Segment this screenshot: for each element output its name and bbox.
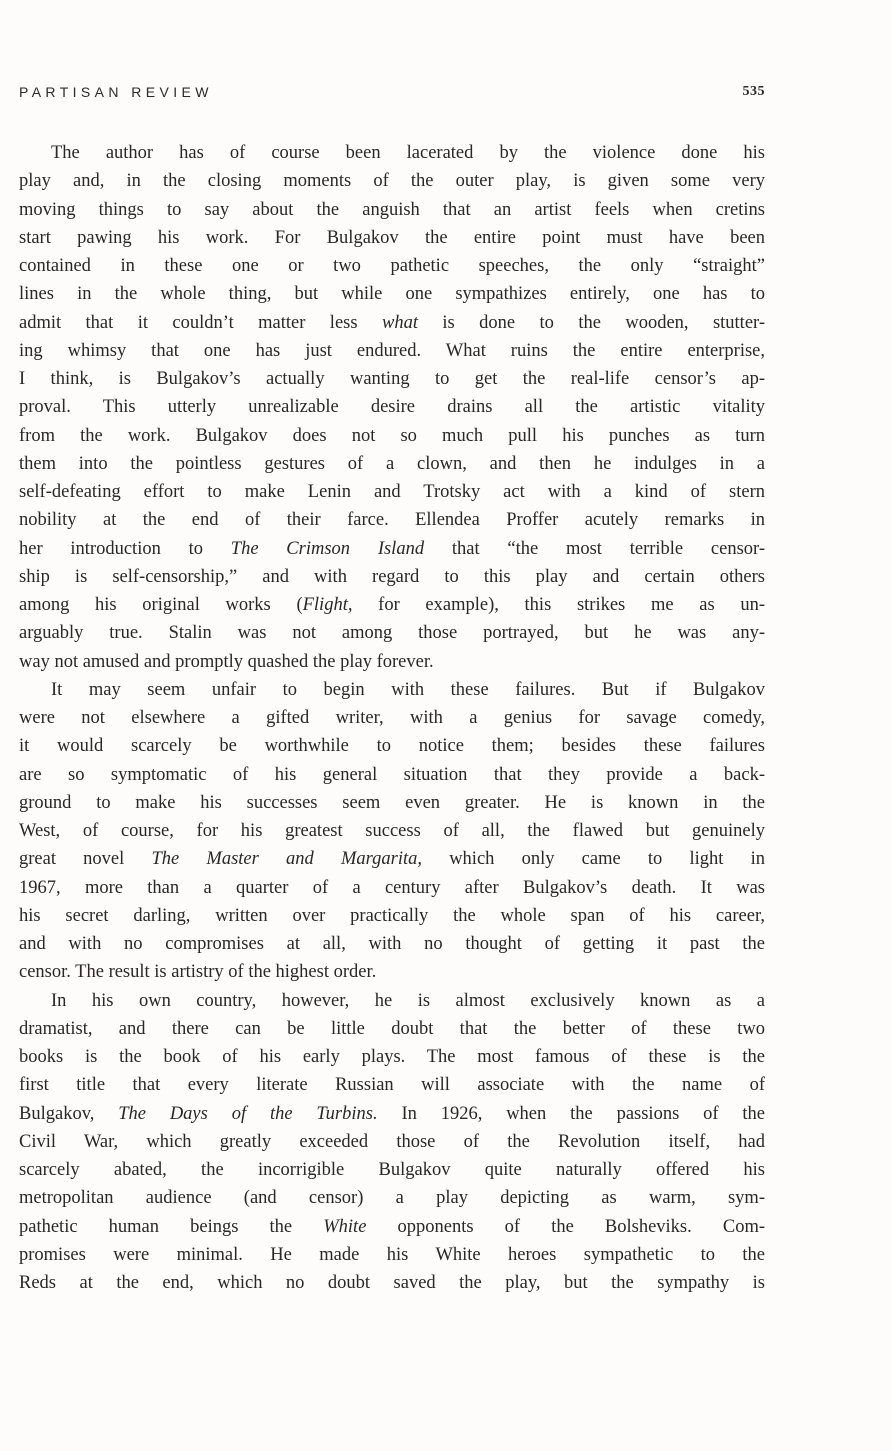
text-segment: for example), this strikes me as un-	[352, 595, 765, 615]
text-segment: were not elsewhere a gifted writer, with a genius for savage comedy,	[19, 708, 765, 728]
text-segment: that “the most terrible censor-	[424, 538, 765, 559]
text-line	[19, 845, 765, 873]
text-segment: start pawing his work. For Bulgakov the entire point must have been	[19, 227, 765, 248]
text-line	[19, 139, 765, 167]
text-segment: them into the pointless gestures of a clown, and then he indulges in a	[19, 453, 765, 474]
text-line	[19, 1213, 765, 1241]
text-line	[19, 252, 765, 280]
text-line	[19, 535, 765, 563]
text-line	[19, 704, 765, 732]
text-segment: ground to make his successes seem even greater. He is known in the	[19, 792, 765, 813]
text-segment: The author has of course been lacerated by the violence done his	[51, 143, 765, 163]
text-line	[19, 506, 765, 534]
text-line	[19, 1100, 765, 1128]
text-line	[19, 761, 765, 789]
text-segment: dramatist, and there can be little doubt that the better of these two	[19, 1018, 765, 1039]
text-segment: scarcely abated, the incorrigible Bulgakov quite naturally offered his	[19, 1160, 765, 1180]
text-segment: self-defeating effort to make Lenin and Trotsky act with a kind of stern	[19, 482, 765, 502]
text-segment: Bulgakov,	[19, 1103, 119, 1124]
text-line	[19, 1043, 765, 1071]
text-line	[19, 874, 765, 902]
text-segment: I think, is Bulgakov’s actually wanting to get the real-life censor’s ap-	[19, 369, 765, 389]
text-line	[19, 619, 765, 647]
text-line	[19, 280, 765, 308]
text-segment: it would scarcely be worthwhile to notice them; besides these failures	[19, 736, 765, 757]
text-segment: nobility at the end of their farce. Ellendea Proffer acutely remarks in	[19, 510, 765, 531]
text-segment: opponents of the Bolsheviks. Com-	[366, 1216, 766, 1237]
italic-title-text: The Crimson Island	[230, 538, 425, 559]
text-line	[19, 732, 765, 760]
text-segment: pathetic human beings the	[19, 1216, 324, 1237]
text-line	[19, 648, 765, 676]
text-line	[19, 337, 765, 365]
text-line	[19, 987, 765, 1015]
text-line	[19, 1128, 765, 1156]
italic-title-text: White	[323, 1216, 367, 1237]
text-line	[19, 1269, 765, 1297]
text-line	[19, 1241, 765, 1269]
text-line	[19, 393, 765, 421]
italic-title-text: The Days of the Turbins.	[118, 1103, 378, 1124]
text-segment: It may seem unfair to begin with these failures. But if Bulgakov	[51, 679, 765, 700]
italic-title-text: The Master and Margarita,	[151, 849, 422, 870]
body-text	[19, 139, 765, 1297]
text-line	[19, 789, 765, 817]
text-segment: promises were minimal. He made his White heroes sympathetic to the	[19, 1244, 765, 1265]
text-line	[19, 478, 765, 506]
text-segment: West, of course, for his greatest success of all, the flawed but genuinely	[19, 821, 765, 841]
text-segment: moving things to say about the anguish that an artist feels when cretins	[19, 199, 765, 220]
page-number: 535	[742, 84, 765, 99]
text-segment: his secret darling, written over practically the whole span of his career,	[19, 905, 765, 926]
text-segment: and with no compromises at all, with no thought of getting it past the	[19, 934, 765, 954]
text-segment: among his original works (	[19, 595, 303, 615]
text-segment: 1967, more than a quarter of a century after Bulgakov’s death. It was	[19, 877, 765, 898]
text-line	[19, 676, 765, 704]
text-line	[19, 167, 765, 195]
text-segment: admit that it couldn’t matter less	[19, 312, 382, 333]
text-line	[19, 958, 765, 986]
text-segment: is done to the wooden, stutter-	[417, 312, 765, 333]
italic-title-text: what	[381, 312, 418, 333]
text-line	[19, 196, 765, 224]
text-segment: ing whimsy that one has just endured. What ruins the entire enterprise,	[19, 340, 765, 361]
text-segment: first title that every literate Russian will associate with the name of	[19, 1075, 765, 1096]
text-line	[19, 902, 765, 930]
text-segment: which only came to light in	[422, 849, 765, 870]
text-segment: censor. The result is artistry of the highest order.	[19, 962, 377, 983]
text-segment: Civil War, which greatly exceeded those of the Revolution itself, had	[19, 1131, 765, 1152]
text-segment: ship is self-censorship,” and with regard to this play and certain others	[19, 566, 765, 587]
text-segment: arguably true. Stalin was not among those portrayed, but he was any-	[19, 623, 765, 644]
text-segment: lines in the whole thing, but while one sympathizes entirely, one has to	[19, 284, 765, 305]
text-segment: from the work. Bulgakov does not so much pull his punches as turn	[19, 425, 765, 446]
running-title: PARTISAN REVIEW	[19, 84, 213, 100]
text-segment: play and, in the closing moments of the outer play, is given some very	[19, 171, 765, 192]
text-line	[19, 422, 765, 450]
text-segment: contained in these one or two pathetic speeches, the only “straight”	[19, 256, 765, 276]
text-line	[19, 365, 765, 393]
text-line	[19, 817, 765, 845]
text-line	[19, 1015, 765, 1043]
text-segment: metropolitan audience (and censor) a play depicting as warm, sym-	[19, 1188, 765, 1209]
running-head	[19, 84, 765, 108]
text-segment: Reds at the end, which no doubt saved the play, but the sympathy is	[19, 1273, 765, 1293]
text-line	[19, 224, 765, 252]
text-segment: way not amused and promptly quashed the play forever.	[19, 651, 434, 672]
text-line	[19, 591, 765, 619]
text-segment: great novel	[19, 849, 152, 870]
text-segment: In his own country, however, he is almost exclusively known as a	[51, 990, 765, 1011]
text-segment: proval. This utterly unrealizable desire drains all the artistic vitality	[19, 397, 765, 418]
text-line	[19, 1184, 765, 1212]
text-line	[19, 930, 765, 958]
text-segment: are so symptomatic of his general situation that they provide a back-	[19, 764, 765, 785]
text-segment: her introduction to	[19, 538, 231, 559]
text-line	[19, 563, 765, 591]
text-line	[19, 1071, 765, 1099]
text-line	[19, 1156, 765, 1184]
text-segment: books is the book of his early plays. The most famous of these is the	[19, 1047, 765, 1067]
italic-title-text: Flight,	[302, 595, 353, 615]
text-segment: In 1926, when the passions of the	[377, 1103, 765, 1124]
text-line	[19, 450, 765, 478]
text-line	[19, 309, 765, 337]
